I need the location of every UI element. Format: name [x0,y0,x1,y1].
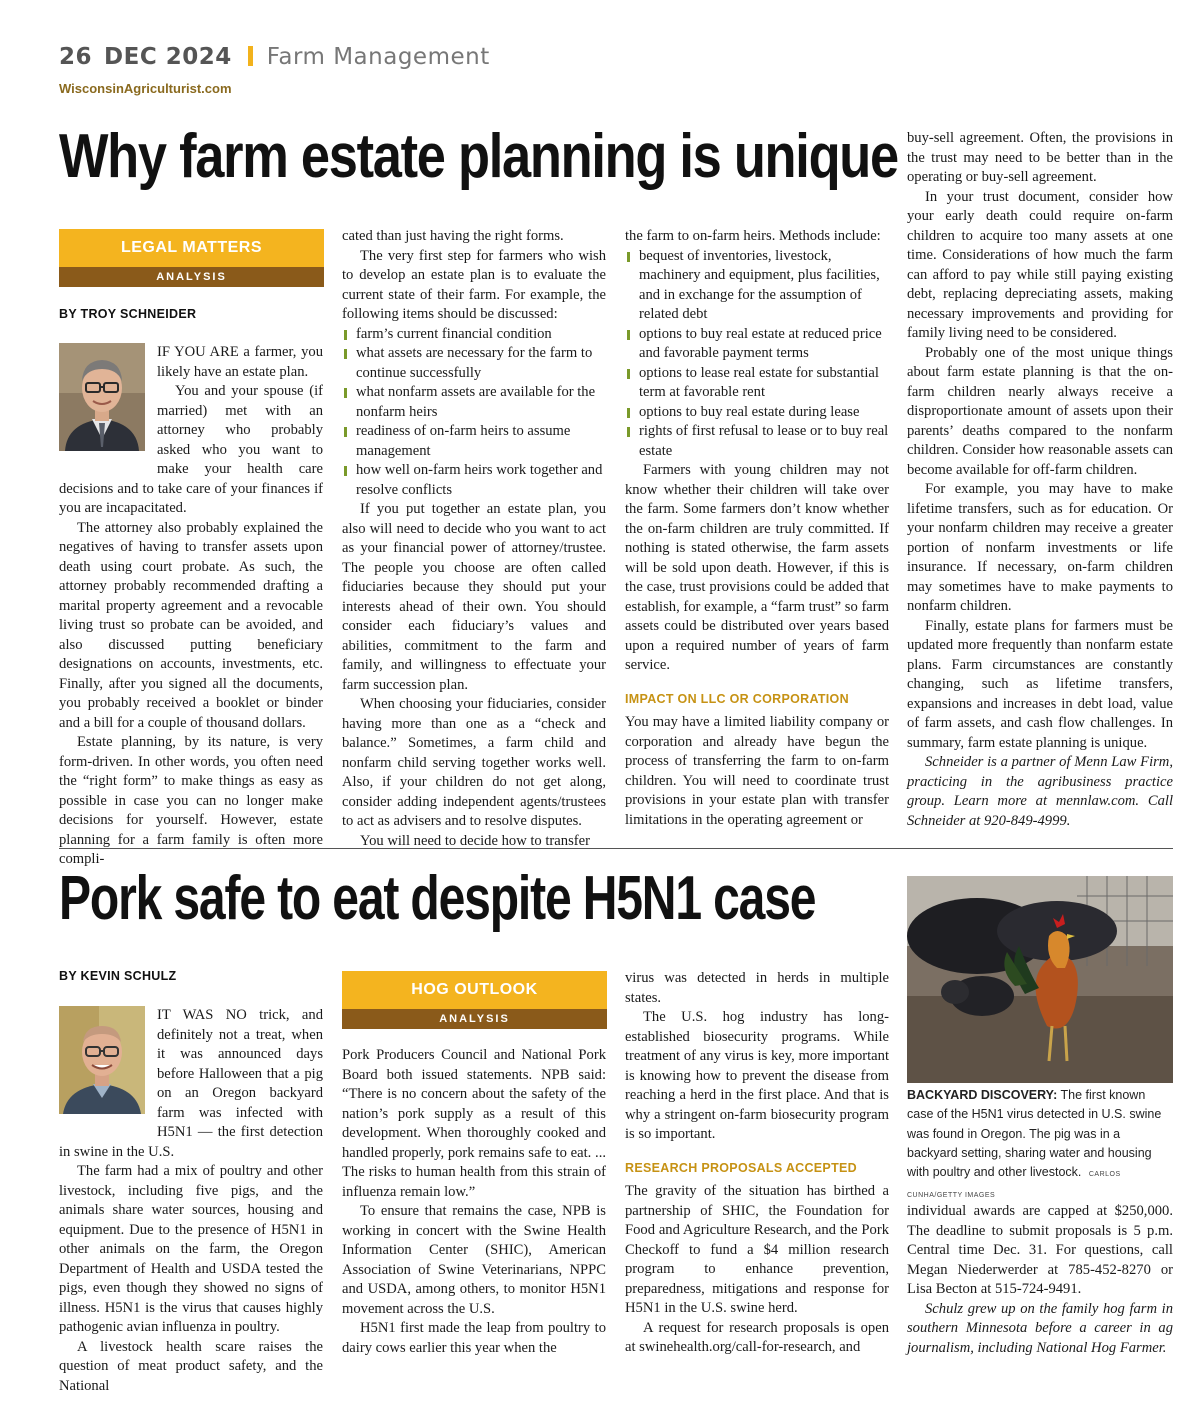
paragraph: A request for research proposals is open at swinehealth.org/call-for-research, and [625,1319,889,1355]
article1-byline: BY TROY SCHNEIDER [59,307,197,321]
article1-col2 [342,227,606,851]
site-link[interactable]: WisconsinAgriculturist.com [59,81,232,96]
paragraph: IF YOU ARE a farmer, you likely have an estate plan. [157,344,323,380]
badge-title: LEGAL MATTERS [59,229,324,267]
list-item: bequest of inventories, livestock, machinery and equipment, plus facilities, and in exchange for the assumption of related debt [625,247,889,325]
paragraph: A livestock health scare raises the question of meat product safety, and the National [59,1338,323,1394]
caption-kicker: BACKYARD DISCOVERY: [907,1088,1058,1102]
paragraph: individual awards are capped at $250,000. The deadline to submit proposals is 5 p.m. Central time Dec. 31. For questions, call Megan Niederwerder at 785-452-8270 or Lisa Becton at 515-724-9491. [907,1203,1173,1297]
article-divider [59,848,1173,849]
article1-headline: Why farm estate planning is unique [59,122,898,191]
article1-col3 [625,227,889,830]
list-item: options to buy real estate during lease [625,403,889,423]
paragraph: If you put together an estate plan, you also will need to decide who you want to act as your financial power of attorney/trustee. The people you choose are often called fiduciaries because they should put your interests ahead of their own. You should consider each fiduciary’s values and abilities, commitment to the farm and family, and willingness to effectuate your farm succession plan. [342,501,606,693]
author-bio: Schneider is a partner of Menn Law Firm, practicing in the agribusiness practice group. Learn more at mennlaw.com. Call Schneider at 920-849-4999. [907,754,1173,829]
paragraph: The very first step for farmers who wish to develop an estate plan is to evaluate the current state of their farm. For example, the following items should be discussed: [342,247,606,322]
list-item: options to lease real estate for substantial term at favorable rent [625,364,889,403]
paragraph: In your trust document, consider how your early death could require on-farm children to acquire too many assets at one time. Considerations of how much the farm can afford to pay while still paying existing debt, replacing depreciating assets, making necessary improvements and providing for family living need to be considered. [907,188,1173,341]
paragraph: Finally, estate plans for farmers must be updated more frequently than nonfarm estate plans. Farm circumstances are constantly changing, such as lifetime transfers, expansions and increases in debt load, value of farm assets, and cash flow challenges. In summary, farm estate planning is unique. [907,617,1173,751]
article2-col4 [907,1202,1173,1358]
checklist [342,325,606,501]
section-name: Farm Management [266,44,490,70]
author-headshot [59,343,145,458]
paragraph: IT WAS NO trick, and definitely not a treat, when it was announced days before Halloween that a pig on an Oregon backyard farm was infected with H5N1 — the first detection in swine in the U.S. [59,1007,323,1160]
paragraph: Farmers with young children may not know whether their children will take over the farm. Some farmers don’t know whether the on-farm children are truly committed. If nothing is stated otherwise, the farm assets will be sold upon death. However, if this is the case, trust provisions could be added that establish, for example, a “farm trust” so farm assets could be distributed over years based upon a required number of years of farm service. [625,462,889,673]
caption-text: The first known case of the H5N1 virus detected in U.S. swine was found in Oregon. The pig was in a backyard setting, sharing water and housing with poultry and other livestock. [907,1088,1162,1180]
subhead: IMPACT ON LLC OR CORPORATION [625,691,849,706]
paragraph: When choosing your fiduciaries, consider having more than one as a “check and balance.” Sometimes, a farm child and nonfarm child serving together works well. Also, if your children do not get along, consider adding independent agents/trustees to act as advisers and to resolve disputes. [342,696,606,829]
paragraph: The farm had a mix of poultry and other livestock, including five pigs, and the animals share water sources, housing and equipment. Due to the presence of H5N1 in other animals on the farm, the Oregon Department of Health and USDA tested the pigs, even though they showed no signs of illness. H5N1 is the virus that causes highly pathogenic avian influenza in poultry. [59,1163,323,1335]
paragraph: The attorney also probably explained the negatives of having to transfer assets upon death using court probate. As such, the attorney probably recommended drafting a marital property agreement and a revocable living trust so probate can be avoided, and also discussed putting beneficiary designations on accounts, investments, etc. Finally, after you signed all the documents, you probably received a booklet or binder and a bill for a couple of thousand dollars. [59,519,323,731]
paragraph: You may have a limited liability company or corporation and already have begun the process of transferring the farm to on-farm children. You will need to coordinate trust provisions in your estate plan with transfer limitations in the operating agreement or [625,714,889,828]
paragraph: You and your spouse (if married) met with an attorney who probably asked who you want to make your health care decisions and to take care of your finances if you are incapacitated. [59,383,323,516]
author-photo-schneider [59,343,145,451]
paragraph: H5N1 first made the leap from poultry to dairy cows earlier this year when the [342,1320,606,1356]
list-item: how well on-farm heirs work together and resolve conflicts [342,461,606,500]
paragraph: To ensure that remains the case, NPB is working in concert with the Swine Health Information Center (SHIC), American Association of Swine Veterinarians, NPPC and USDA, among others, to monitor H5N1 movement across the U.S. [342,1203,606,1317]
photo-caption [907,1086,1173,1206]
subhead: RESEARCH PROPOSALS ACCEPTED [625,1160,857,1175]
paragraph: the farm to on-farm heirs. Methods include: [625,228,881,244]
list-item: rights of first refusal to lease or to buy real estate [625,422,889,461]
paragraph: For example, you may have to make lifetime transfers, such as for education. Or your nonfarm children may receive a greater portion of nonfarm investments or life insurance. If necessary, on-farm children may sometimes have to make payments to nonfarm children. [907,481,1173,614]
methods-list [625,247,889,462]
issue-date: DEC 2024 [104,44,232,70]
list-item: readiness of on-farm heirs to assume management [342,422,606,461]
author-bio: Schulz grew up on the family hog farm in southern Minnesota before a career in ag journalism, including National Hog Farmer. [907,1300,1173,1356]
paragraph: virus was detected in herds in multiple states. [625,970,889,1006]
page-number: 26 [59,44,93,70]
paragraph: The gravity of the situation has birthed a partnership of SHIC, the Foundation for Food and Agriculture Research, and the Pork Checkoff to fund a $4 million research program to enhance prevention, preparedness, mitigations and response for H5N1 in the U.S. swine herd. [625,1183,889,1316]
badge-title: HOG OUTLOOK [342,971,607,1009]
article2-byline: BY KEVIN SCHULZ [59,969,177,983]
paragraph: Estate planning, by its nature, is very form-driven. In other words, you often need the “right form” to make things as easy as possible in case you can no longer make decisions for yourself. However, estate planning for a farm family is often more compli- [59,734,323,867]
paragraph: The U.S. hog industry has long-established biosecurity programs. While treatment of any virus is key, more important is knowing how to prevent the disease from reaching a herd in the first place. And that is why a stringent on-farm biosecurity program is so important. [625,1009,889,1142]
author-photo-schulz [59,1006,145,1114]
article2-col1 [59,1006,323,1396]
paragraph: Probably one of the most unique things about farm estate planning is that the on-farm children nearly always receive a disproportionate amount of assets upon their parents’ deaths compared to the nonfarm children. Consider how reasonable assets can become available for off-farm children. [907,344,1173,478]
backyard-pig-photo [907,876,1173,1083]
paragraph: cated than just having the right forms. [342,228,564,244]
author-headshot [59,1006,145,1121]
page-folio [59,44,490,70]
paragraph: Pork Producers Council and National Pork Board both issued statements. NPB said: “There is no concern about the safety of the nation’s pork supply as a result of this development. When thoroughly cooked and handled properly, pork remains safe to eat. ... The risks to human health from this strain of influenza remain low.” [342,1047,606,1200]
badge-subtitle: ANALYSIS [59,267,324,287]
photo-credit: CARLOS CUNHA/GETTY IMAGES [907,1171,1121,1200]
list-item: farm’s current financial condition [342,325,606,345]
article2-col2 [342,1046,606,1358]
paragraph: You will need to decide how to transfer [360,832,590,849]
article1-col4 [907,129,1173,831]
list-item: options to buy real estate at reduced price and favorable payment terms [625,325,889,364]
list-item: what nonfarm assets are available for the nonfarm heirs [342,383,606,422]
paragraph: buy-sell agreement. Often, the provisions in the trust may need to be better than in the operating or buy-sell agreement. [907,130,1173,185]
legal-matters-badge [59,229,324,287]
folio-divider [248,46,253,66]
article1-col1 [59,343,323,870]
badge-subtitle: ANALYSIS [342,1009,607,1029]
article2-col3 [625,969,889,1358]
hog-outlook-badge [342,971,607,1029]
article2-headline: Pork safe to eat despite H5N1 case [59,864,816,933]
list-item: what assets are necessary for the farm to continue successfully [342,344,606,383]
